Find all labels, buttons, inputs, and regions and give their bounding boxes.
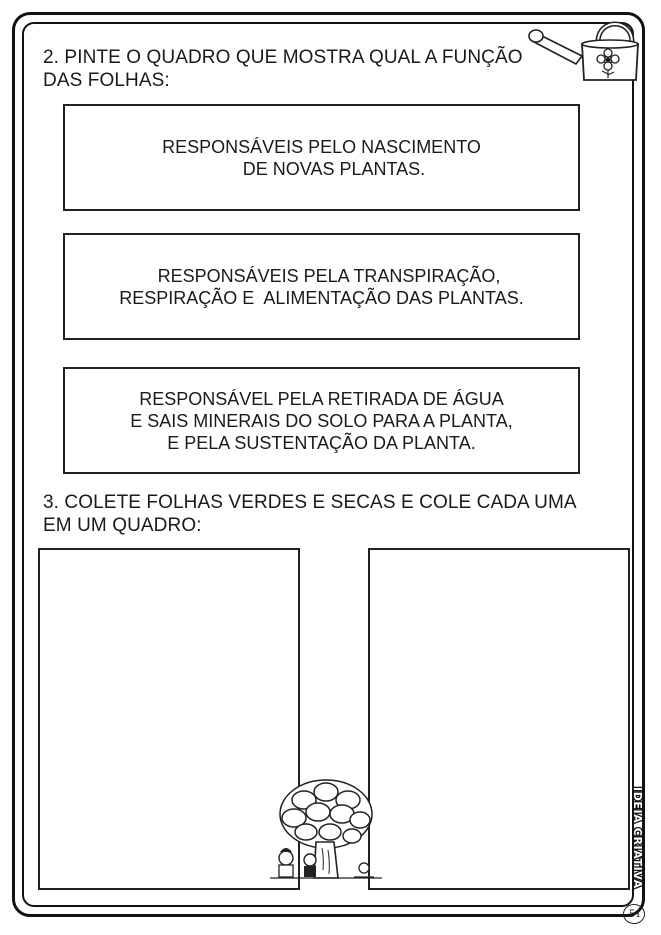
option-3-line-1: RESPONSÁVEL PELA RETIRADA DE ÁGUA (139, 388, 504, 409)
tree-with-children-icon (268, 778, 384, 882)
option-1-line-1: RESPONSÁVEIS PELO NASCIMENTO (162, 136, 481, 157)
option-box-birth[interactable] (63, 104, 580, 211)
brand-logo (614, 783, 654, 898)
page-number: 51 (629, 906, 641, 920)
question-2-line-2: DAS FOLHAS: (43, 70, 170, 91)
watering-can-icon (520, 14, 645, 84)
option-3-line-3: E PELA SUSTENTAÇÃO DA PLANTA. (167, 432, 476, 453)
option-1-line-2: DE NOVAS PLANTAS. (217, 158, 426, 179)
paste-box-green-leaves[interactable] (38, 548, 300, 890)
option-2-line-2: RESPIRAÇÃO E ALIMENTAÇÃO DAS PLANTAS. (119, 287, 524, 308)
option-3-line-2: E SAIS MINERAIS DO SOLO PARA A PLANTA, (130, 410, 513, 431)
paste-box-dry-leaves[interactable] (368, 548, 630, 890)
question-2-text (43, 46, 523, 92)
question-3-line-2: EM UM QUADRO: (43, 515, 202, 536)
question-3-text (43, 491, 577, 537)
option-box-transpiration[interactable] (63, 233, 580, 340)
question-2-line-1: 2. PINTE O QUADRO QUE MOSTRA QUAL A FUNÇÃO (43, 47, 523, 68)
option-box-water-absorption[interactable] (63, 367, 580, 474)
option-2-line-1: RESPONSÁVEIS PELA TRANSPIRAÇÃO, (142, 265, 501, 286)
svg-text:IDEIA CRIATIVA: IDEIA CRIATIVA (631, 787, 644, 889)
question-3-line-1: 3. COLETE FOLHAS VERDES E SECAS E COLE CADA UMA (43, 492, 577, 513)
